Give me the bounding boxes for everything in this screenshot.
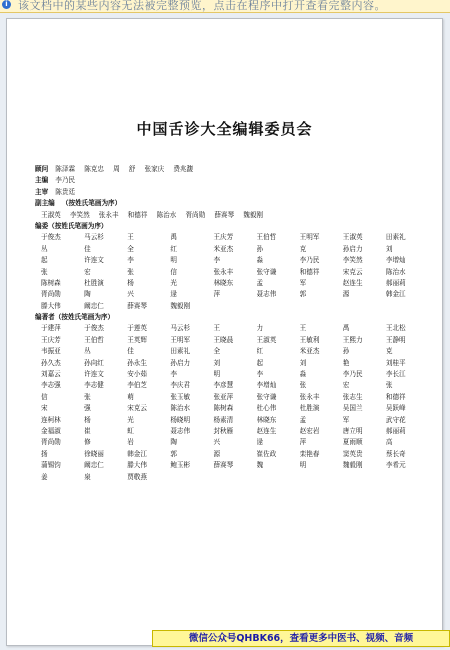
- name-cell: 张: [84, 392, 91, 401]
- name-cell: 马云杉: [84, 233, 104, 242]
- name-cell: 李: [256, 370, 264, 379]
- name-cell: 夏雨顺: [342, 438, 363, 447]
- name-cell: 孙永生: [127, 358, 147, 367]
- chief-editor-name: 李乃民: [55, 176, 76, 185]
- vice-editor-head: [35, 198, 427, 209]
- name-cell: 封秋雁: [213, 426, 234, 435]
- name-cell: 林晓东: [256, 415, 277, 424]
- name-cell: 刘: [385, 244, 393, 253]
- name-cell: 王北松: [385, 324, 406, 333]
- authors-grid: [35, 323, 427, 482]
- name-cell: 强: [84, 404, 91, 413]
- name-cell: 薛赛琴: [213, 461, 234, 470]
- name-cell: 萍: [213, 290, 221, 299]
- name: 舒: [128, 165, 136, 173]
- name-cell: 丛: [84, 347, 91, 356]
- name: 陈治水: [156, 210, 177, 219]
- name-cell: 丛: [41, 244, 48, 253]
- name-cell: 王: [213, 324, 221, 333]
- name: 薛赛琴: [214, 210, 235, 219]
- name-cell: 赵连生: [342, 278, 363, 287]
- name-cell: 陶: [170, 438, 177, 447]
- name-cell: 军: [299, 278, 307, 287]
- vice-editor-names: [35, 210, 427, 221]
- name-cell: 信: [170, 267, 177, 276]
- info-icon: i: [2, 0, 11, 9]
- name-cell: 李: [127, 256, 134, 265]
- name-cell: 于莲英: [127, 324, 147, 333]
- name-cell: 郭: [299, 290, 307, 299]
- name-cell: 阚忠仁: [84, 301, 104, 310]
- name-cell: 全: [127, 244, 134, 253]
- name-cell: 林晓东: [213, 278, 234, 287]
- name-cell: 佳: [127, 347, 134, 356]
- name-cell: 孟: [299, 415, 307, 424]
- chief-editor-line: [35, 175, 427, 186]
- name-cell: 张志生: [342, 392, 363, 401]
- authors-heading: 编著者（按姓氏笔画为序）: [35, 313, 115, 322]
- name: 张家庆: [144, 165, 165, 173]
- name-cell: 郝丽莉: [385, 278, 406, 287]
- name-cell: 扬: [41, 449, 48, 458]
- editorial-committee-grid: [35, 232, 427, 312]
- name-cell: 佳: [84, 244, 91, 253]
- name-cell: 孙启力: [170, 358, 191, 367]
- name-cell: 姜: [41, 472, 48, 481]
- name-cell: 萍: [299, 438, 307, 447]
- name-cell: 陈治水: [385, 267, 406, 276]
- name-cell: 宋克云: [342, 267, 363, 276]
- name-cell: 韩金江: [127, 449, 147, 458]
- name-cell: 兴: [127, 290, 134, 299]
- name-cell: 军: [342, 415, 350, 424]
- role-label: 副主编: [35, 199, 55, 208]
- name-cell: 杨: [127, 278, 134, 287]
- name-cell: 韩金江: [385, 290, 406, 299]
- name-cell: 李: [213, 256, 221, 265]
- name-cell: 光: [127, 415, 134, 424]
- committee-list: [35, 164, 427, 483]
- name-cell: 克: [385, 347, 393, 356]
- name-cell: 刘桂平: [385, 358, 406, 367]
- name-cell: 刘: [213, 358, 221, 367]
- name-cell: 王伯哲: [84, 335, 104, 344]
- name-cell: 张亚萍: [213, 392, 234, 401]
- name-cell: 窦英贵: [342, 449, 363, 458]
- name: 费兆馥: [173, 165, 194, 173]
- name-cell: 光: [170, 278, 177, 287]
- name-cell: 张守谦: [256, 392, 277, 401]
- name-cell: 源: [342, 290, 350, 299]
- chief-reviewer-line: [35, 187, 427, 198]
- name-cell: 起: [41, 256, 48, 265]
- name-cell: 聂志伟: [170, 426, 191, 435]
- name-cell: 淼: [256, 256, 264, 265]
- name-cell: 李笑然: [342, 256, 363, 265]
- name-cell: 王熙力: [342, 335, 363, 344]
- name-cell: 张: [127, 267, 134, 276]
- name-cell: 陈治水: [170, 404, 191, 413]
- name-cell: 修: [84, 438, 91, 447]
- name-cell: 许连文: [84, 370, 104, 379]
- role-label: 主审: [35, 187, 49, 196]
- name-cell: 田素礼: [385, 233, 406, 242]
- name-cell: 刘嘉云: [41, 370, 61, 379]
- name-cell: 张永丰: [299, 392, 320, 401]
- name-cell: 赵宏岩: [299, 426, 320, 435]
- name-cell: 萌: [127, 392, 134, 401]
- name-cell: 张: [385, 381, 393, 390]
- name-cell: 王明军: [299, 233, 320, 242]
- name-cell: 赵连生: [256, 426, 277, 435]
- name-cell: 唐立明: [342, 426, 363, 435]
- name-cell: 魏: [256, 461, 264, 470]
- name-cell: 聂志伟: [256, 290, 277, 299]
- name-cell: 徐晓丽: [84, 449, 104, 458]
- name-cell: 李庆君: [170, 381, 191, 390]
- name-cell: 陈树森: [213, 404, 234, 413]
- name-cell: 韦振亚: [41, 347, 61, 356]
- name-cell: 孙启力: [342, 244, 363, 253]
- name-cell: 魏毅刚: [342, 461, 363, 470]
- name-cell: 高: [385, 438, 393, 447]
- name-cell: 鲍玉彬: [170, 461, 191, 470]
- name-cell: 王伯哲: [256, 233, 277, 242]
- name-cell: 薛赛琴: [127, 301, 147, 310]
- name-cell: 王敏利: [299, 335, 320, 344]
- name-cell: 虹: [127, 426, 134, 435]
- name-cell: 蒲锡钧: [41, 461, 61, 470]
- editorial-committee-heading: 编委（按姓氏笔画为序）: [35, 221, 108, 230]
- name-cell: 李增灿: [256, 381, 277, 390]
- name-cell: 逯: [170, 290, 177, 299]
- name-cell: 刘: [299, 358, 307, 367]
- name-cell: 李志强: [41, 381, 61, 390]
- name-cell: 力: [256, 324, 264, 333]
- name-cell: 李: [170, 370, 177, 379]
- name-cell: 魏毅刚: [170, 301, 191, 310]
- name-cell: 红: [256, 347, 264, 356]
- name-cell: 王明军: [170, 335, 191, 344]
- name-cell: 王静明: [385, 335, 406, 344]
- name-cell: 张: [299, 381, 307, 390]
- name-cell: 全: [213, 347, 221, 356]
- name-cell: 孟: [256, 278, 264, 287]
- document-page: [6, 18, 443, 646]
- name-cell: 贾敬燕: [127, 472, 147, 481]
- name-cell: 兴: [213, 438, 221, 447]
- name-cell: 源: [213, 449, 221, 458]
- wechat-watermark-banner: 微信公众号QHBK66，查看更多中医书、视频、音频: [152, 630, 450, 647]
- name-cell: 陈树森: [41, 278, 61, 287]
- advisor-line: [35, 164, 427, 175]
- name: 胥尚勋: [185, 210, 206, 219]
- name-cell: 于俊杰: [84, 324, 104, 333]
- name-cell: 信: [41, 392, 48, 401]
- name-cell: 崔佐政: [256, 449, 277, 458]
- name-cell: 王: [127, 233, 134, 242]
- name: 和德祥: [127, 210, 148, 219]
- name-cell: 李希元: [385, 461, 406, 470]
- name-cell: 宏: [84, 267, 91, 276]
- name-cell: 张: [41, 267, 48, 276]
- name-cell: 李增灿: [385, 256, 406, 265]
- name-cell: 王淑英: [342, 233, 363, 242]
- name-cell: 宋克云: [127, 404, 147, 413]
- name-cell: 泉: [84, 472, 91, 481]
- name-cell: 起: [256, 358, 264, 367]
- name-cell: 和德祥: [299, 267, 320, 276]
- name-cell: 明: [170, 256, 177, 265]
- name-cell: 岩: [127, 438, 134, 447]
- name: 陈泽霖: [55, 165, 76, 173]
- name-cell: 蔡长奇: [385, 449, 406, 458]
- name-cell: 吴跃峰: [385, 404, 406, 413]
- name-cell: 孙: [342, 347, 350, 356]
- name-cell: 李乃民: [299, 256, 320, 265]
- order-note: （按姓氏笔画为序）: [61, 199, 122, 208]
- name-cell: 孙: [256, 244, 264, 253]
- name-cell: 王淑英: [256, 335, 277, 344]
- preview-notice-bar[interactable]: [0, 0, 450, 13]
- name-cell: 张永丰: [213, 267, 234, 276]
- name: 陈克忠: [84, 165, 104, 173]
- name-cell: 胥尚勋: [41, 290, 61, 299]
- name-cell: 胥尚勋: [41, 438, 61, 447]
- name-cell: 郭: [170, 449, 177, 458]
- name-cell: 金福淑: [41, 426, 61, 435]
- name-cell: 杜胜演: [84, 278, 104, 287]
- name-cell: 李彦慧: [213, 381, 234, 390]
- name-cell: 于俊杰: [41, 233, 61, 242]
- role-label: 主编: [35, 176, 49, 185]
- name-cell: 宋: [41, 404, 48, 413]
- name-cell: 克: [299, 244, 307, 253]
- name-cell: 孙向红: [84, 358, 104, 367]
- name-cell: 吴国兰: [342, 404, 363, 413]
- name-cell: 淼: [299, 370, 307, 379]
- name-cell: 明: [299, 461, 307, 470]
- name-cell: 王英辉: [127, 335, 147, 344]
- name: 李笑然: [69, 210, 90, 219]
- name-cell: 于建萍: [41, 324, 61, 333]
- name-cell: 杨晓明: [170, 415, 191, 424]
- name-cell: 武守花: [385, 415, 406, 424]
- name-cell: 崔: [84, 426, 91, 435]
- name-cell: 张守谦: [256, 267, 277, 276]
- preview-notice-text[interactable]: 该文档中的某些内容无法被完整预览，点击在程序中打开查看完整内容。: [18, 0, 386, 12]
- name-cell: 陶: [84, 290, 91, 299]
- advisor-names: [55, 165, 200, 173]
- name-cell: 阚忠仁: [84, 461, 104, 470]
- name-cell: 王晓晨: [213, 335, 234, 344]
- name-cell: 艳: [342, 358, 350, 367]
- name-cell: 李长江: [385, 370, 406, 379]
- name-cell: 红: [170, 244, 177, 253]
- name-cell: 马云杉: [170, 324, 191, 333]
- name-cell: 连柯林: [41, 415, 61, 424]
- name-cell: 孙久杰: [41, 358, 61, 367]
- name-cell: 和德祥: [385, 392, 406, 401]
- document-title: 中国舌诊大全编辑委员会: [136, 120, 313, 138]
- name: 张永丰: [98, 210, 119, 219]
- name-cell: 明: [213, 370, 221, 379]
- name-cell: 禹: [342, 324, 350, 333]
- name-cell: 田素礼: [170, 347, 191, 356]
- name-cell: 滕大伟: [41, 301, 61, 310]
- chief-reviewer-name: 陈贵廷: [55, 187, 76, 196]
- name-cell: 王庆芳: [213, 233, 234, 242]
- name-cell: 李乃民: [342, 370, 363, 379]
- name-cell: 李志健: [84, 381, 104, 390]
- name-cell: 许连文: [84, 256, 104, 265]
- name-cell: 杜胜演: [299, 404, 320, 413]
- name-cell: 杜心伟: [256, 404, 277, 413]
- name-cell: 王: [299, 324, 307, 333]
- name-cell: 郝丽莉: [385, 426, 406, 435]
- name-cell: 禹: [170, 233, 177, 242]
- name-cell: 米亚杰: [213, 244, 234, 253]
- name-cell: 米亚杰: [299, 347, 320, 356]
- name-cell: 逯: [256, 438, 264, 447]
- name-cell: 李伯芝: [127, 381, 147, 390]
- name-cell: 滕大伟: [127, 461, 147, 470]
- name: 周: [113, 165, 120, 173]
- role-label: 顾问: [35, 165, 49, 173]
- name-cell: 杨: [84, 415, 91, 424]
- name-cell: 宏: [342, 381, 350, 390]
- name-cell: 安小茹: [127, 370, 147, 379]
- name-cell: 杨素清: [213, 415, 234, 424]
- name-cell: 栾艳春: [299, 449, 320, 458]
- name-cell: 王庆芳: [41, 335, 61, 344]
- name: 王淑英: [41, 210, 61, 219]
- name-cell: 张玉敏: [170, 392, 191, 401]
- name: 魏毅刚: [243, 210, 264, 219]
